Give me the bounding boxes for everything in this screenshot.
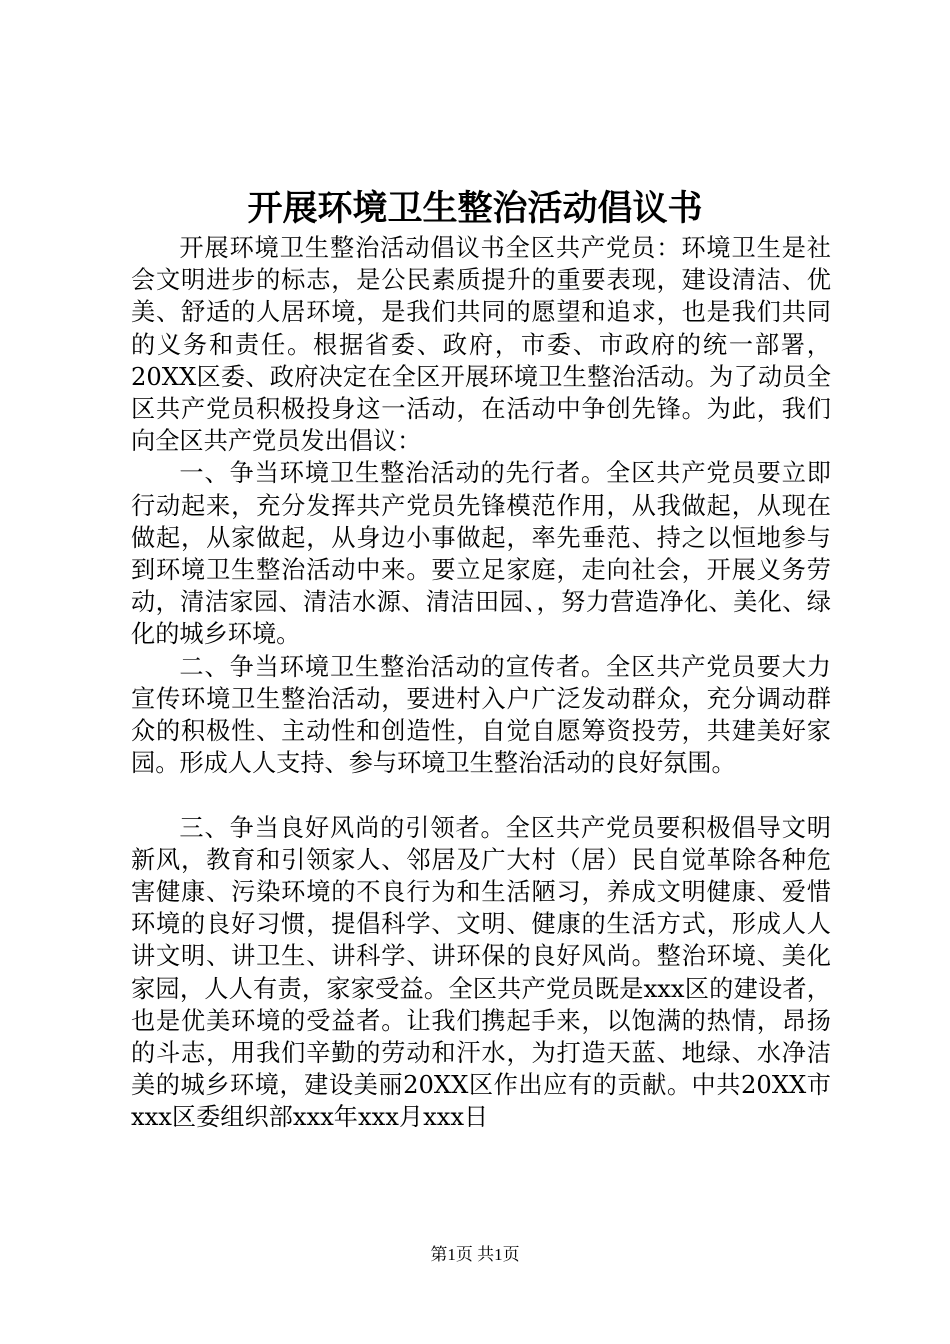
paragraph-item-three: 三、争当良好风尚的引领者。全区共产党员要积极倡导文明新风，教育和引领家人、邻居及广大村（居）民自觉革除各种危害健康、污染环境的不良行为和生活陋习，养成文明健康、爱惜环境的良好习惯，提倡科学、文明、健康的生活方式，形成人人讲文明、讲卫生、讲科学、讲环保的良好风尚。整治环境、美化家园，人人有责，家家受益。全区共产党员既是xxx区的建设者，也是优美环境的受益者。让我们携起手来，以饱满的热情，昂扬的斗志，用我们辛勤的劳动和汗水，为打造天蓝、地绿、水净洁美的城乡环境，建设美丽20XX区作出应有的贡献。中共20XX市xxx区委组织部xxx年xxx月xxx日 bbox=[131, 813, 831, 1132]
document-title: 开展环境卫生整治活动倡议书 bbox=[247, 188, 703, 229]
paragraph-item-two: 二、争当环境卫生整治活动的宣传者。全区共产党员要大力宣传环境卫生整治活动，要进村入户广泛发动群众，充分调动群众的积极性、主动性和创造性，自觉自愿筹资投劳，共建美好家园。形成人人支持、参与环境卫生整治活动的良好氛围。 bbox=[131, 652, 831, 778]
paragraph-spacer bbox=[131, 779, 831, 811]
paragraph-item-one: 一、争当环境卫生整治活动的先行者。全区共产党员要立即行动起来，充分发挥共产党员先锋模范作用，从我做起，从现在做起，从家做起，从身边小事做起，率先垂范、持之以恒地参与到环境卫生整治活动中来。要立足家庭，走向社会，开展义务劳动，清洁家园、清洁水源、清洁田园、，努力营造净化、美化、绿化的城乡环境。 bbox=[131, 459, 831, 649]
document-body bbox=[131, 232, 831, 1134]
paragraph-intro: 开展环境卫生整治活动倡议书全区共产党员：环境卫生是社会文明进步的标志，是公民素质提升的重要表现，建设清洁、优美、舒适的人居环境，是我们共同的愿望和追求，也是我们共同的义务和责任。根据省委、政府，市委、市政府的统一部署，20XX区委、政府决定在全区开展环境卫生整治活动。为了动员全区共产党员积极投身这一活动，在活动中争创先锋。为此，我们向全区共产党员发出倡议： bbox=[131, 234, 831, 456]
page-number-footer: 第1页 共1页 bbox=[430, 1245, 520, 1264]
